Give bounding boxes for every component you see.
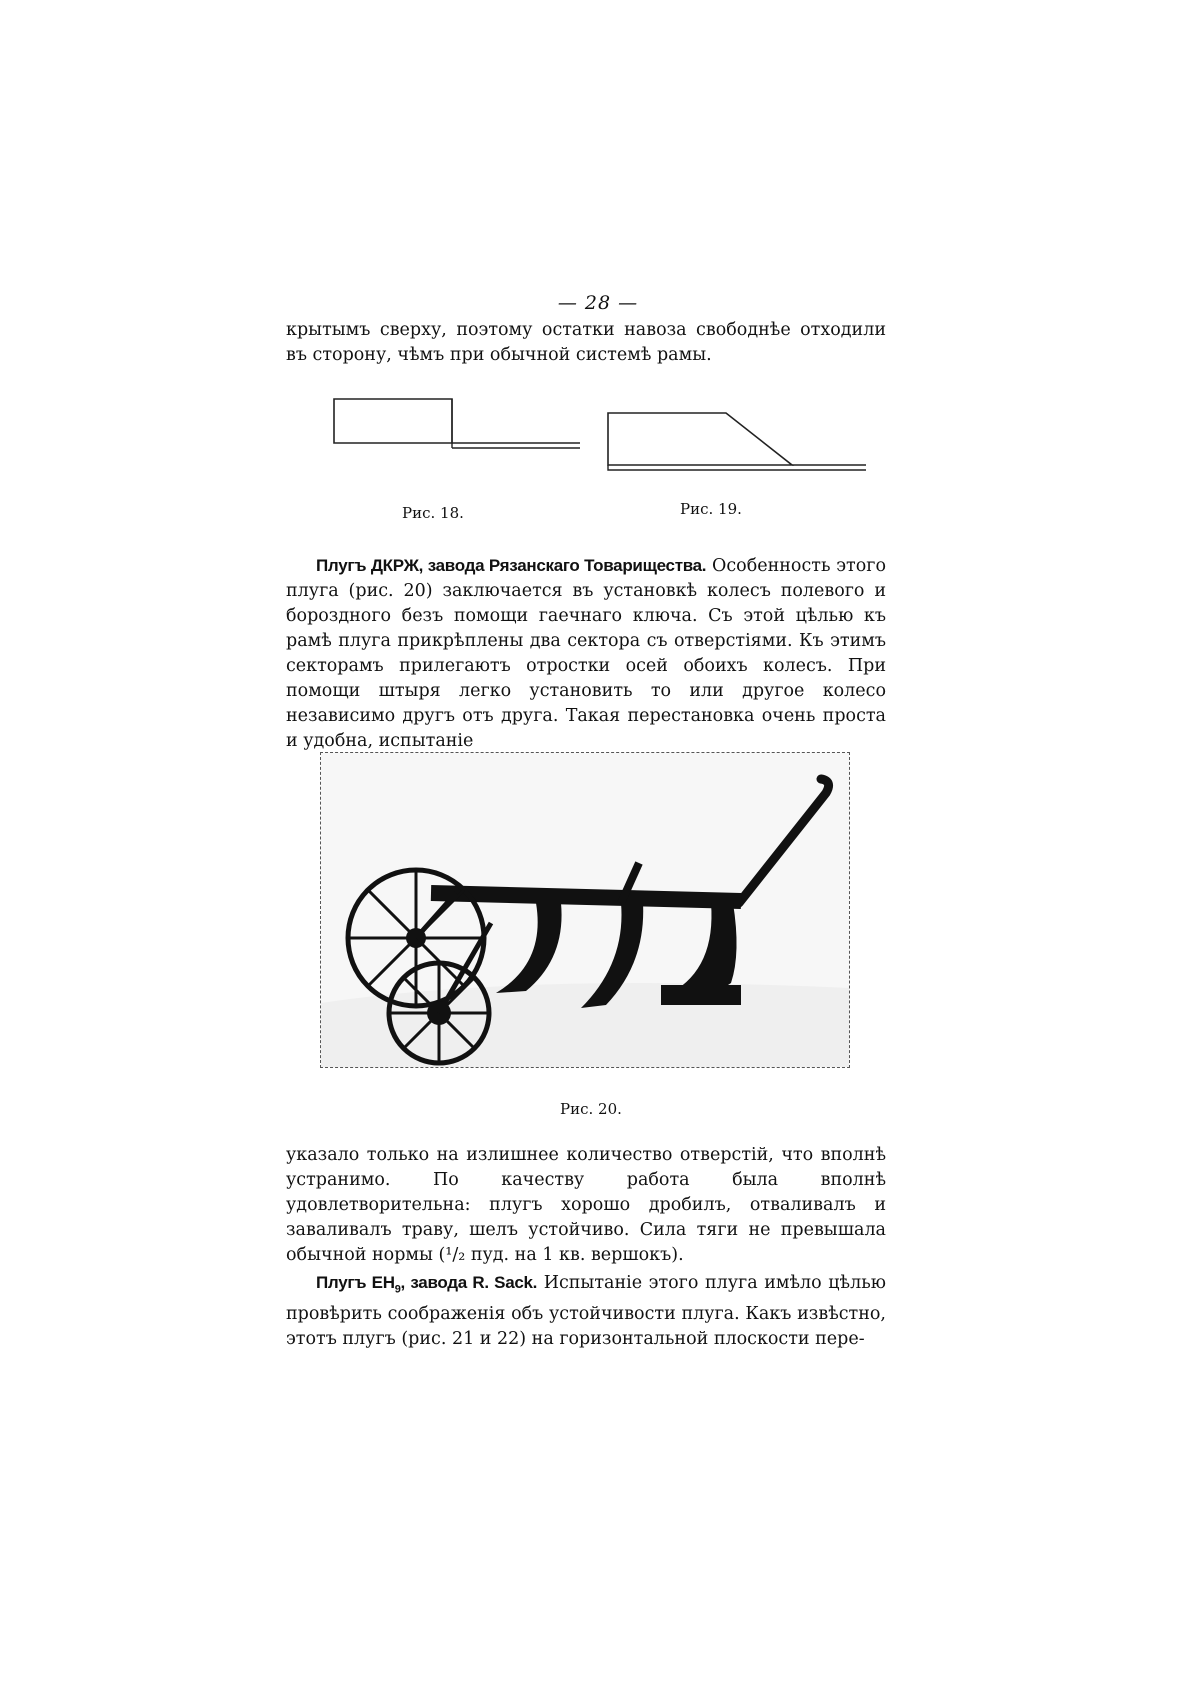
section-2-heading-rest: , завода R. Sack.	[400, 1273, 538, 1292]
paragraph-continuation-2	[286, 1143, 886, 1268]
paragraph-2: указало только на излишнее количество отверстій, что вполнѣ устранимо. По качеству работа была вполнѣ удовлетворительна: плугъ хорошо дробилъ, отваливалъ и заваливалъ траву, шелъ устойчиво. Сила тяги не превышала обычной нормы (¹/₂ пуд. на 1 кв. вершокъ).	[286, 1145, 886, 1265]
section-1-text: Особенность этого плуга (рис. 20) заключается въ установкѣ колесъ полевого и бороздного безъ помощи гаечнаго ключа. Съ этой цѣлью къ рамѣ плуга прикрѣплены два сектора съ отверстіями. Къ этимъ секторамъ прилегаютъ отростки осей обоихъ колесъ. При помощи штыря легко установить то или другое колесо независимо другъ отъ друга. Такая перестановка очень проста и удобна, испытаніе	[286, 556, 886, 751]
section-1-paragraph	[286, 553, 886, 754]
section-2-paragraph	[286, 1270, 886, 1352]
section-1-heading: Плугъ ДКРЖ, завода Рязанскаго Товарищества.	[316, 556, 707, 575]
paragraph-1: крытымъ сверху, поэтому остатки навоза свободнѣе отходили въ сторону, чѣмъ при обычной системѣ рамы.	[286, 320, 886, 365]
figure-18-caption: Рис. 18.	[402, 504, 464, 522]
paragraph-continuation	[286, 318, 886, 368]
section-2-text: Испытаніе этого плуга имѣло цѣлью провѣрить соображенія объ устойчивости плуга. Какъ извѣстно, этотъ плугъ (рис. 21 и 22) на горизонтальной плоскости пере-	[286, 1273, 886, 1350]
section-2-heading-main: Плугъ EH	[316, 1273, 395, 1292]
figure-18-diagram	[330, 395, 590, 455]
figure-19-diagram	[604, 409, 874, 475]
figure-20-caption: Рис. 20.	[560, 1100, 622, 1118]
figure-19-caption: Рис. 19.	[680, 500, 742, 518]
section-2-heading	[316, 1273, 538, 1296]
plough-illustration	[321, 753, 849, 1067]
section-plough-eh9	[286, 1270, 886, 1352]
section-plough-dkrzh	[286, 553, 886, 754]
page-number: — 28 —	[557, 292, 639, 314]
figure-20-photo	[320, 752, 850, 1068]
section-2-heading-sub: 9	[394, 1283, 401, 1296]
